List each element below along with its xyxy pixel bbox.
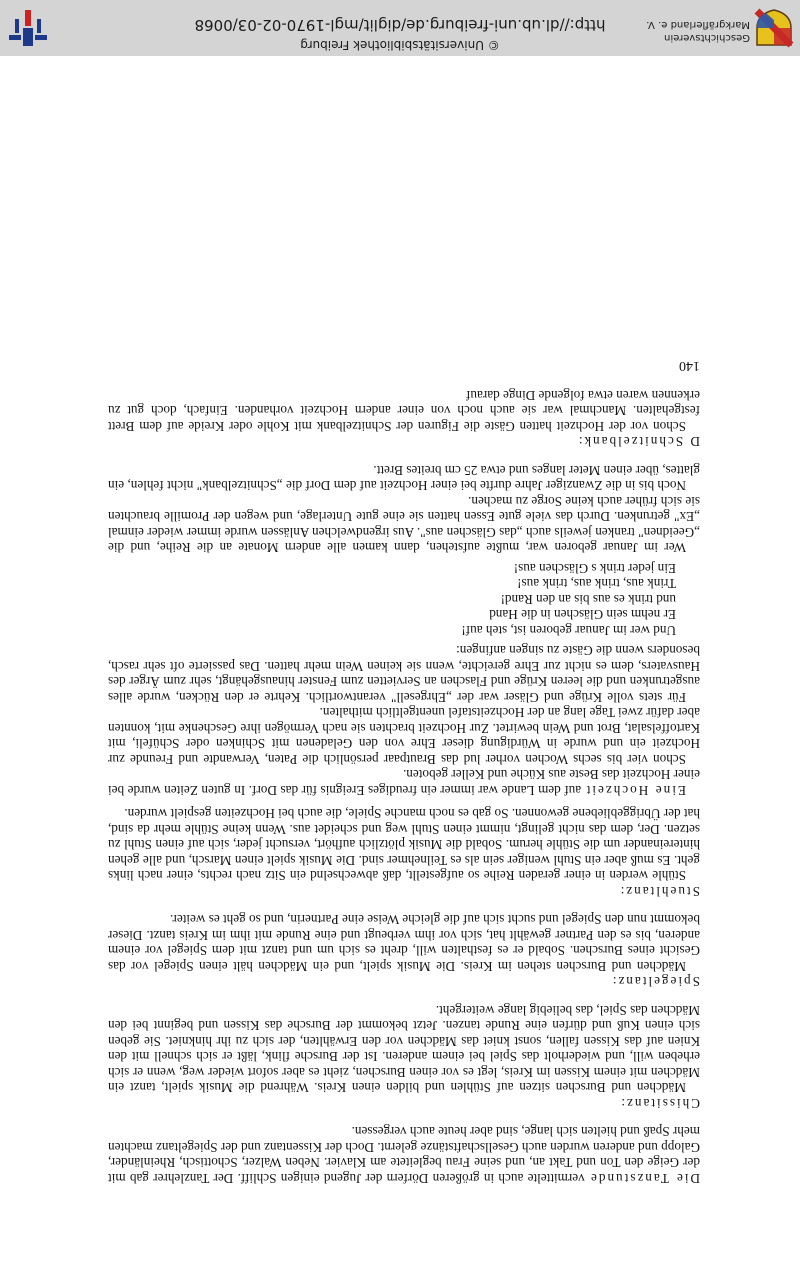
spiegeltanz-heading: Spiegeltanz: bbox=[610, 974, 700, 990]
society-name bbox=[646, 18, 750, 44]
verse-line: Und wer im Januar geboren ist, steh auf! bbox=[461, 623, 676, 638]
society-name-line-2: Markgräflerland e. V. bbox=[646, 19, 750, 30]
drinking-song bbox=[108, 561, 700, 639]
coat-of-arms-icon bbox=[754, 8, 794, 48]
after-verse-text-1: Wer im Januar geboren war, mußte aufstehen, dann kamen alle andern Monate an die Reihe, und die „Geeidnen" tranken jeweils auch „das Gläschen aus". Aus irgendwelchen Anlässen wurde immer wieder einmal „Ex" getrunken. Durch das viele gute Essen hatten sie eine gute Unterlage, und wegen der Promille brauchten sie sich früher auch keine Sorge zu machen. bbox=[108, 494, 700, 556]
page-number: 140 bbox=[679, 358, 700, 374]
stuehltanz-heading: Stuehltanz: bbox=[618, 884, 700, 899]
hochzeit-text-2: Schon vier bis sechs Wochen vorher lud das Brautpaar persönlich die Paten, Verwandte und Freunde zur Hochzeit ein und wurde in Würdigung dieser Ehre von den Geladenen mit Schinken oder Schüfeli, mit Kartoffelsalat, Brot und Wein bewirtet. Zur Hochzeit brachten sie nach Vermögen ihre Geschenke mit, konnten aber dafür zwei Tage lang an der Hochzeitstafel unentgeltlich mithalten. bbox=[108, 705, 700, 767]
intro-text: vermittelte auch in größeren Dörfern der Jugend einigen Schliff. Der Tanzlehrer gab mit der Geige den Ton und Takt an, und seine Frau begleitete am Klavier. Neben Walzer, Schottisch, Rheinländer, Galopp und anderen wurden auch Gesellschaftstänze gelernt. Doch der Kissentanz und der Spiegeltanz machten mehr Spaß und hielten sich lange, sind aber heute auch vergessen. bbox=[108, 1124, 700, 1186]
intro-lead: Die Tanzstunde bbox=[589, 1171, 700, 1186]
society-name-line-1: Geschichtsverein bbox=[664, 32, 750, 43]
ub-freiburg-logo-icon bbox=[8, 8, 48, 48]
verse-line: Er nehm sein Gläschen in die Hand bbox=[489, 607, 676, 623]
hochzeit-lead: Eine Hochzeit bbox=[584, 783, 686, 798]
hochzeit-text-1: auf dem Lande war immer ein freudiges Ereignis für das Dorf. In guten Zeiten wurde bei einer Hochzeit das Beste aus Küche und Keller geboten. bbox=[107, 767, 700, 798]
hochzeit-paragraph bbox=[108, 767, 700, 798]
schnitzelbank-text: Schon vor der Hochzeit hatten Gäste die Figuren der Schnitzelbank mit Kohle oder Kreide auf dem Brett festgehalten. Manchmal war sie auch noch von einer andern Hochzeit vorhanden. Einfach, doch gut zu erkennen waren etwa folgende Dinge darauf bbox=[108, 388, 700, 434]
intro-paragraph bbox=[108, 1124, 700, 1186]
stuehltanz-text: Stühle werden in einer geraden Reihe so aufgestellt, daß abwechselnd ein Sitz nach rechts, einer nach links geht. Es muß aber ein Stuhl weniger sein als es Teilnehmer sind. Die Musik spielt einen Marsch, und alle gehen hintereinander um die Stühle herum. Sobald die Musik plötzlich aufhört, versucht jeder, sich auf einen Stuhl zu setzen. Der, dem das nicht gelingt, nimmt einen Stuhl weg und scheidet aus. Wenn keine Stühle mehr da sind, hat der Übriggebliebene gewonnen. So gab es noch manche Spiele, die auch bei Hochzeiten gespielt wurden. bbox=[108, 806, 700, 884]
spiegeltanz-text: Mädchen und Burschen stehen im Kreis. Die Musik spielt, und ein Mädchen hält einen Spiegel vor das Gesicht eines Burschen. Sobald er es festhalten will, dreht es sich um und tanzt mit dem Spiegel vor einem anderen, bis es den Partner gewählt hat, sich vor ihm verbeugt und eine Runde mit ihm im Kreis tanzt. Dieser bekommt nun den Spiegel und sucht sich auf die gleiche Weise eine Partnerin, und so geht es weiter. bbox=[108, 912, 700, 974]
kissitanz-text: Mädchen und Burschen sitzen auf Stühlen und bilden einen Kreis. Während die Musik spielt, tanzt ein Mädchen mit einem Kissen im Kreis, legt es vor einen Burschen, zieht es aber sofort wieder weg, wenn er sich erheben will, und wiederholt das Spiel bei einem anderen. Ist der Bursche flink, läßt er sich schnell mit den Knien auf das Kissen fallen, sonst kniet das Mädchen vor den Erwählten, der sich zu ihr hinkniet. Sie geben sich einen Kuß und dürfen eine Runde tanzen. Jetzt bekommt der Bursche das Kissen und beginnt bei den Mädchen das Spiel, das beliebig lange weitergeht. bbox=[108, 1003, 700, 1096]
after-verse-text-2: Noch bis in die Zwanziger Jahre durfte bei einer Hochzeit auf dem Dorf die „Schnitzelbank" nicht fehlen, ein glattes, über einen Meter langes und etwa 25 cm breites Brett. bbox=[108, 463, 700, 494]
hochzeit-text-3: Für stets volle Krüge und Gläser war der „Ehrgesell" verantwortlich. Kehrte er den Rücken, wurde alles ausgetrunken und die leeren Krüge und Flaschen an Servietten zum Fenster hinausgehängt, sehr zum Ärger des Hausvaters, dem es nicht zur Ehre gereichte, wenn sie keinen Wein mehr hatten. Das passierte oft sehr rasch, besonders wenn die Gäste zu singen anfingen: bbox=[108, 643, 700, 705]
document-page bbox=[108, 358, 700, 1186]
source-url-link[interactable]: http://dl.ub.uni-freiburg.de/diglit/mgl-1970-02-03/0068 bbox=[194, 16, 606, 34]
schnitzelbank-heading: D Schnitzelbank: bbox=[576, 434, 700, 450]
verse-line: Trink aus, trink aus, trink aus! bbox=[517, 576, 676, 592]
verse-line: und trink es aus bis an den Rand! bbox=[500, 592, 676, 607]
footer-bar bbox=[0, 0, 800, 56]
copyright-text: © Universitätsbibliothek Freiburg bbox=[300, 38, 500, 52]
verse-line: Ein jeder trink s Gläschen aus! bbox=[513, 561, 676, 576]
kissitanz-heading: Chissitanz: bbox=[619, 1096, 700, 1111]
